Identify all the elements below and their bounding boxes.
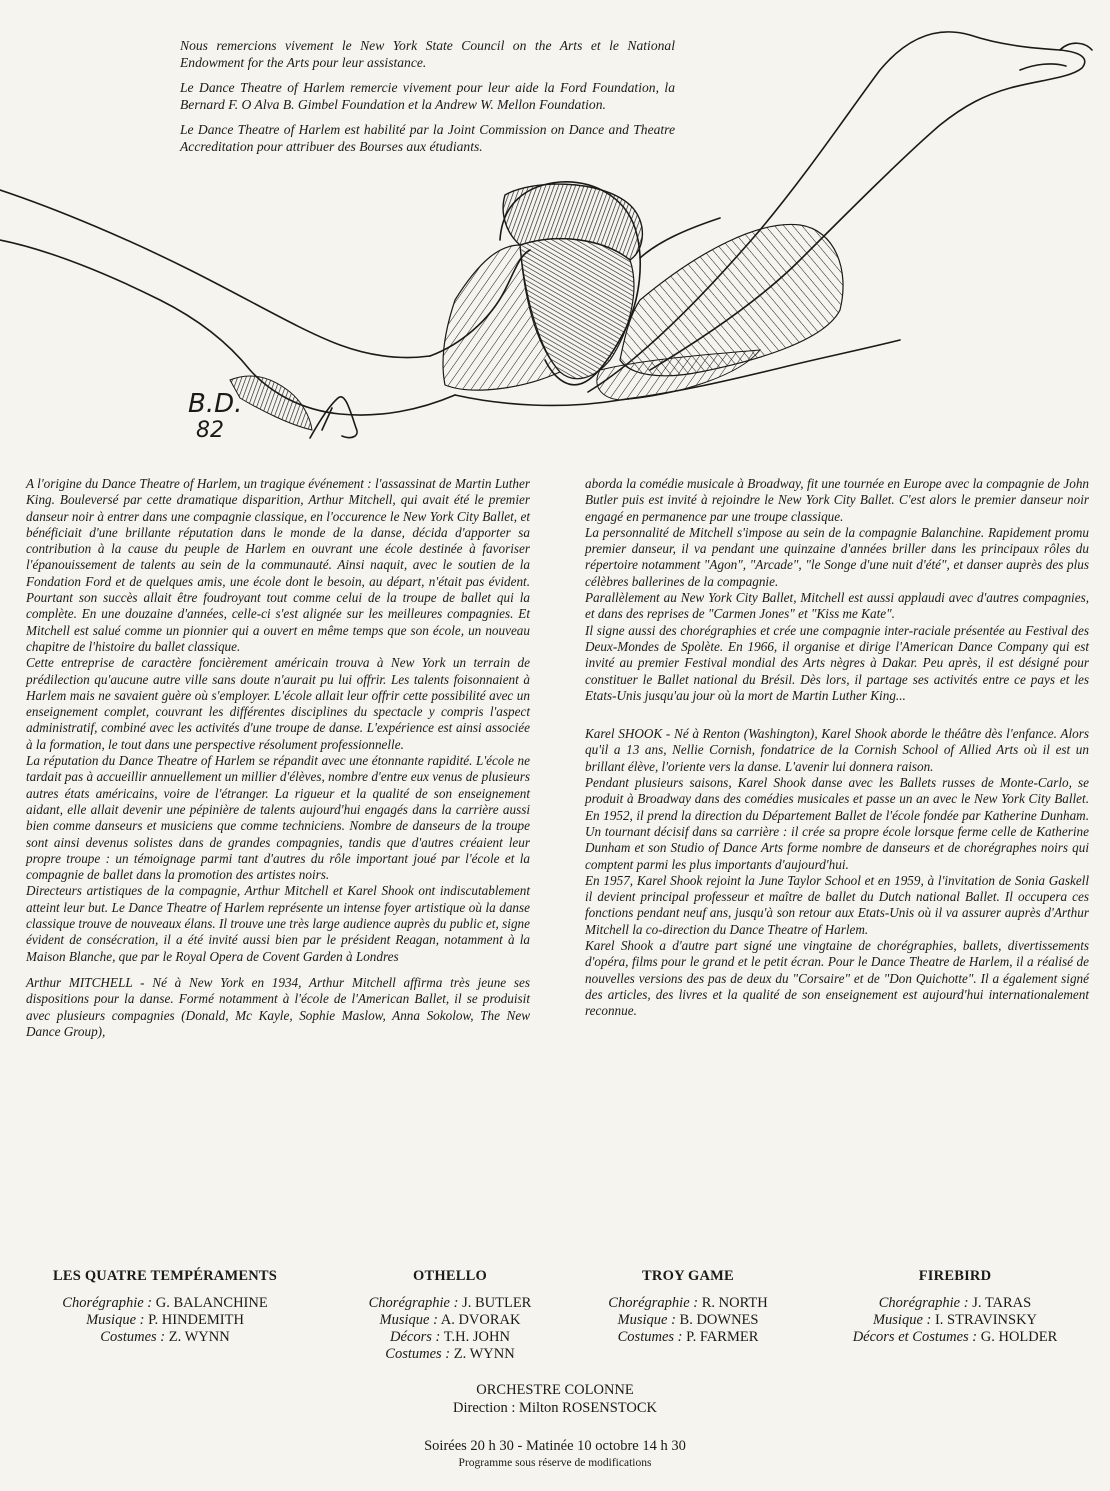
performance-schedule bbox=[0, 1438, 1110, 1472]
credit-name: J. BUTLER bbox=[462, 1295, 532, 1311]
article-paragraph: Directeurs artistiques de la compagnie, Arthur Mitchell et Karel Shook ont indiscutablement atteint leur but. Le Dance Theatre of Harlem représente un intense foyer artistique où la danse classique trouve de nouveaux élans. Il trouve une très large audience auprès du public et, signe évident de consécration, il a été invité aussi bien par le président Reagan, notamment à la Maison Blanche, que par le Royal Opera de Covent Garden à Londres bbox=[26, 883, 530, 964]
acknowledgement-paragraph: Le Dance Theatre of Harlem remercie vivement pour leur aide la Ford Foundation, la Bernard F. O Alva B. Gimbel Foundation et la Andrew W. Mellon Foundation. bbox=[180, 80, 675, 112]
credit-name: Z. WYNN bbox=[453, 1346, 515, 1362]
article-paragraph: En 1957, Karel Shook rejoint la June Taylor School et en 1959, à l'invitation de Sonia Gaskell il devient principal professeur et maître de ballet du Dutch national Ballet. Il occupera ces fonctions pendant neuf ans, jusqu'à son retour aux Etats-Unis où il va assurer auprès d'Arthur Mitchell la co-direction du Dance Theatre of Harlem. bbox=[585, 872, 1089, 937]
artist-signature-year: 82 bbox=[196, 418, 224, 443]
article-paragraph: Parallèlement au New York City Ballet, Mitchell est aussi applaudi avec d'autres compagnies, et dans des reprises de "Carmen Jones" et "Kiss me Kate". bbox=[585, 590, 1089, 622]
ballet-credits bbox=[0, 1268, 1110, 1368]
dancer-sketch-illustration bbox=[0, 0, 1110, 470]
orchestra-name: ORCHESTRE COLONNE bbox=[476, 1382, 634, 1398]
orchestra-direction: Direction : Milton ROSENSTOCK bbox=[453, 1400, 657, 1416]
acknowledgement-paragraph: Nous remercions vivement le New York State Council on the Arts et le National Endowment for the Arts pour leur assistance. bbox=[180, 38, 675, 70]
article-paragraph: La réputation du Dance Theatre of Harlem se répandit avec une étonnante rapidité. L'école ne tardait pas à accueillir annuellement un millier d'élèves, nombre d'entre eux venus de plusieurs autres états américains, voire de l'étranger. La rigueur et la qualité de son enseignement aidant, elle allait devenir une pépinière de talents aujourd'hui engagés dans la carrière aussi bien comme danseurs et musiciens que comme techniciens. Nombre de danseurs de la troupe sont ainsi devenus solistes dans de grandes compagnies, tandis que d'autres créaient leur propre troupe : un témoignage parmi tant d'autres du rôle important joué par l'école et la compagnie de ballet dans la promotion des artistes noirs. bbox=[26, 753, 530, 883]
credit-role: Décors : bbox=[390, 1329, 441, 1345]
credit-name: P. FARMER bbox=[686, 1329, 759, 1345]
article-paragraph: aborda la comédie musicale à Broadway, fit une tournée en Europe avec la compagnie de John Butler puis est invité à rejoindre le New York City Ballet. C'est alors le premier danseur noir engagé en permanence par une troupe classique. bbox=[585, 476, 1089, 524]
credit-role: Musique : bbox=[379, 1312, 438, 1328]
article-paragraph: La personnalité de Mitchell s'impose au sein de la compagnie Balanchine. Rapidement promu premier danseur, il va pendant une quinzaine d'années briller dans les principaux rôles du répertoire notamment "Agon", "Arcade", "le Songe d'une nuit d'été", et danser auprès des plus célèbres ballerines de la compagnie. bbox=[585, 524, 1089, 589]
orchestra-info bbox=[0, 1381, 1110, 1417]
credit-role: Décors et Costumes : bbox=[852, 1329, 978, 1345]
credit-name: R. NORTH bbox=[701, 1295, 768, 1311]
credit-role: Chorégraphie : bbox=[368, 1295, 459, 1311]
article-paragraph: A l'origine du Dance Theatre of Harlem, un tragique événement : l'assassinat de Martin Luther King. Bouleversé par cette dramatique disparition, Arthur Mitchell, qui avait été le premier danseur noir à entrer dans une compagnie classique, en l'occurence le New York City Ballet, et bénéficiait d'une brillante réputation dans le monde de la danse, décida d'apporter sa contribution à la cause du peuple de Harlem en ouvrant une école destinée à favoriser l'épanouissement de talents au sein de la communauté. Ainsi naquit, avec le soutien de la Fondation Ford et de quelques amis, une école dont le besoin, au départ, n'était pas évident. Pourtant son succès allait être foudroyant tout comme celui de la troupe de ballet qui la complète. En une douzaine d'années, celle-ci s'est alignée sur les meilleures compagnies. Et Mitchell est salué comme un pionnier qui a ouvert en même temps que son école, un nouveau chapitre de l'histoire du ballet classique. bbox=[26, 476, 530, 654]
ballet-entry bbox=[815, 1268, 1095, 1346]
credit-role: Costumes : bbox=[100, 1329, 166, 1345]
credit-name: T.H. JOHN bbox=[443, 1329, 510, 1345]
ballet-title: FIREBIRD bbox=[918, 1268, 992, 1284]
credit-name: G. HOLDER bbox=[980, 1329, 1058, 1345]
article-left-column bbox=[26, 476, 530, 1040]
ballet-title: TROY GAME bbox=[642, 1268, 734, 1284]
credit-name: B. DOWNES bbox=[679, 1312, 759, 1328]
article-paragraph: Pendant plusieurs saisons, Karel Shook danse avec les Ballets russes de Monte-Carlo, se produit à Broadway dans des comédies musicales et passe un an avec le New York City Ballet. En 1952, il prend la direction du Département Ballet de l'école fondée par Katherine Dunham. Un tournant décisif dans sa carrière : il crée sa propre école lorsque ferme celle de Katherine Dunham et son Studio of Dance Arts forme nombre de danseurs et de chorégraphes noirs qui comptent parmi les plus importants d'aujourd'hui. bbox=[585, 775, 1089, 872]
shook-bio-paragraph: Karel SHOOK - Né à Renton (Washington), Karel Shook aborde le théâtre dès l'enfance. Alors qu'il a 13 ans, Nellie Cornish, fondatrice de la Cornish School of Allied Arts où il est un brillant élève, l'oriente vers la danse. L'avenir lui donnera raison. bbox=[585, 726, 1089, 774]
credit-role: Musique : bbox=[86, 1312, 145, 1328]
article-right-column bbox=[585, 476, 1089, 1020]
ballet-title: OTHELLO bbox=[413, 1268, 487, 1284]
credit-role: Chorégraphie : bbox=[62, 1295, 153, 1311]
ballet-entry bbox=[20, 1268, 310, 1346]
credit-name: Z. WYNN bbox=[168, 1329, 230, 1345]
artist-signature: B.D. bbox=[188, 389, 243, 419]
credit-name: P. HINDEMITH bbox=[148, 1312, 244, 1328]
credit-role: Chorégraphie : bbox=[878, 1295, 969, 1311]
credit-role: Chorégraphie : bbox=[608, 1295, 699, 1311]
credit-role: Musique : bbox=[872, 1312, 932, 1328]
credit-name: G. BALANCHINE bbox=[155, 1295, 268, 1311]
credit-role: Musique : bbox=[617, 1312, 676, 1328]
article-paragraph: Karel Shook a d'autre part signé une vingtaine de chorégraphies, ballets, divertissements d'opéra, films pour le grand et le petit écran. Pour le Dance Theatre de Harlem, il a réalisé de nouvelles versions des pas de deux du "Corsaire" et de "Don Quichotte". Il a également signé des articles, des livres et la qualité de son enseignement est aujourd'hui internationalement reconnue. bbox=[585, 938, 1089, 1019]
article-paragraph: Il signe aussi des chorégraphies et crée une compagnie inter-raciale présentée au Festival des Deux-Mondes de Spolète. En 1966, il organise et dirige l'American Dance Company qui est invité au premier Festival mondial des Arts nègres à Dakar. Peu après, il est désigné pour constituer le Ballet national du Brésil. Dès lors, il partage ses activités entre ce pays et les Etats-Unis jusqu'au jour où la mort de Martin Luther King... bbox=[585, 622, 1089, 703]
credit-role: Costumes : bbox=[617, 1329, 683, 1345]
credit-name: I. STRAVINSKY bbox=[934, 1312, 1038, 1328]
article-paragraph: Cette entreprise de caractère foncièrement américain trouva à New York un terrain de prédilection qu'aucune autre ville sans doute n'aurait pu lui offrir. Les talents foisonnaient à Harlem mais ne savaient guère où s'employer. L'école allait leur offrir cette possibilité avec un enseignement complet, couvrant les différentes disciplines du spectacle y compris l'aspect administratif, combiné avec les activités d'une troupe de danse. L'expérience est ainsi associée à la formation, le tout dans une perspective résolument professionnelle. bbox=[26, 655, 530, 752]
ballet-entry bbox=[568, 1268, 808, 1346]
mitchell-bio-paragraph: Arthur MITCHELL - Né à New York en 1934, Arthur Mitchell affirma très jeune ses dispositions pour la danse. Formé notamment à l'école de l'American Ballet, il se produisit avec plusieurs compagnies (Donald, Mc Kayle, Sophie Maslow, Anna Sokolow, The New Dance Group), bbox=[26, 974, 530, 1039]
credit-role: Costumes : bbox=[385, 1346, 451, 1362]
credit-name: J. TARAS bbox=[972, 1295, 1032, 1311]
ballet-title: LES QUATRE TEMPÉRAMENTS bbox=[52, 1268, 278, 1284]
performance-dates: Soirées 20 h 30 - Matinée 10 octobre 14 h 30 bbox=[424, 1438, 686, 1454]
program-disclaimer: Programme sous réserve de modifications bbox=[458, 1457, 652, 1469]
credit-name: A. DVORAK bbox=[440, 1312, 521, 1328]
acknowledgement-paragraph: Le Dance Theatre of Harlem est habilité par la Joint Commission on Dance and Theatre Accreditation pour attribuer des Bourses aux étudiants. bbox=[180, 122, 675, 154]
ballet-entry bbox=[325, 1268, 575, 1363]
